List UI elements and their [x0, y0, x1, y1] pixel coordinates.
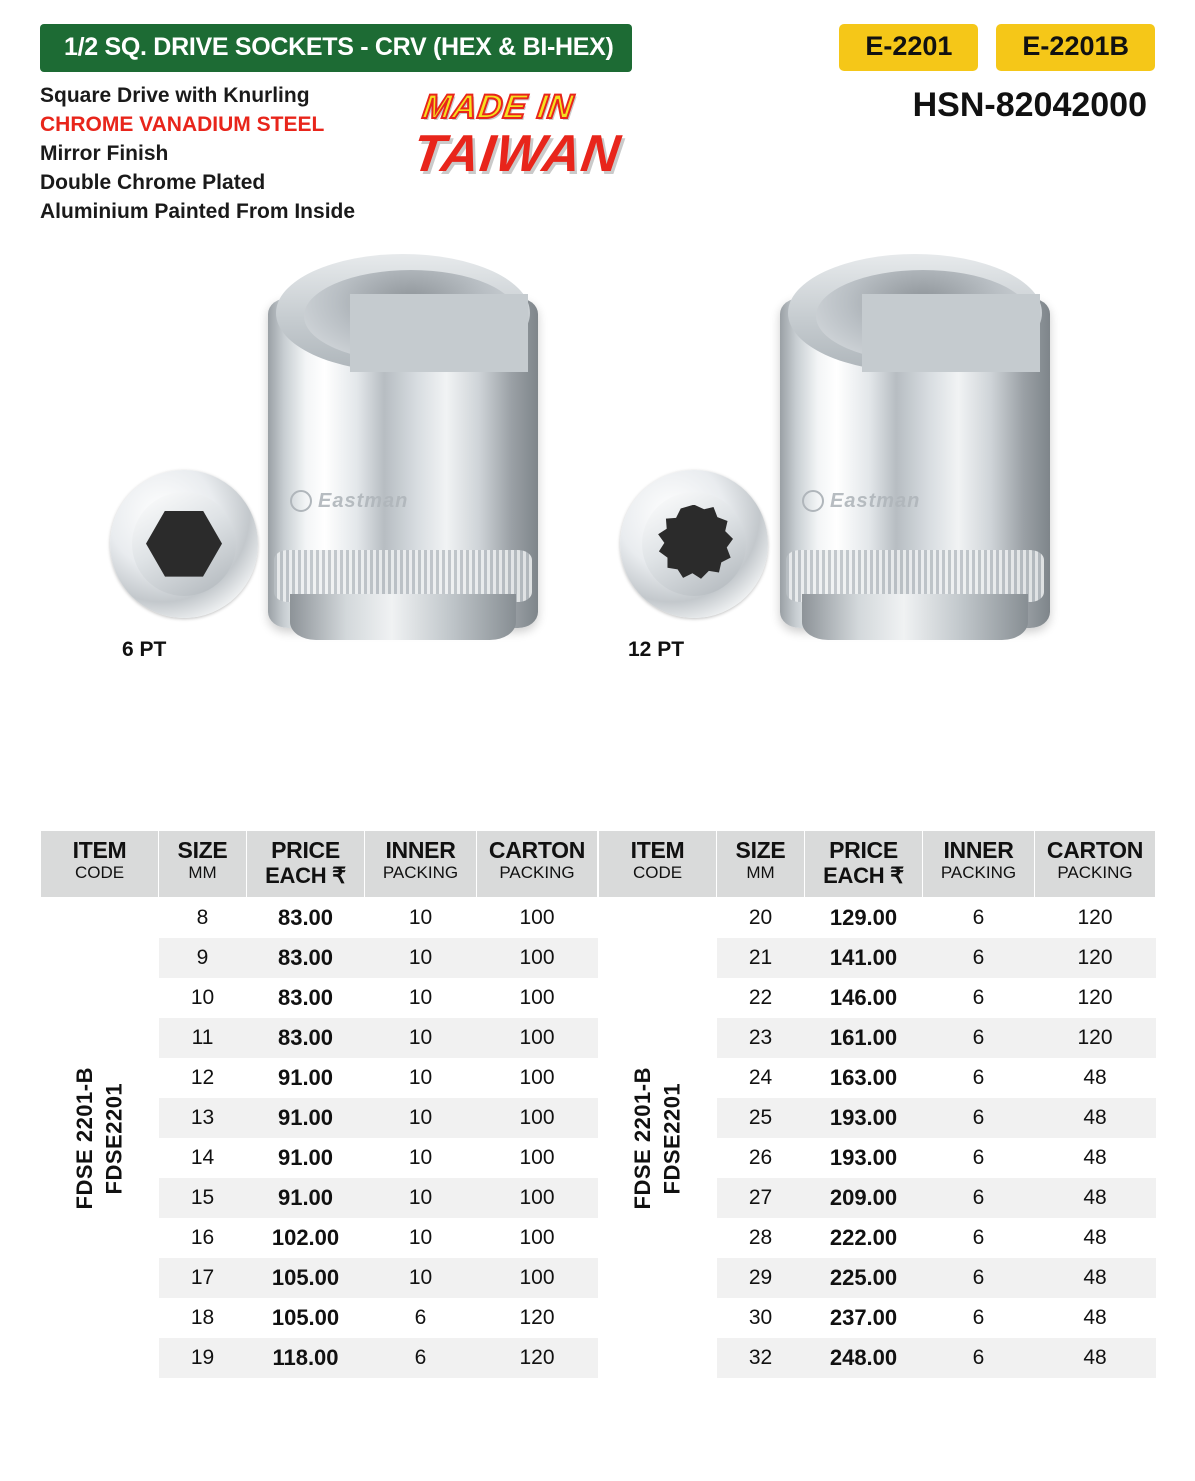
inner-packing-cell: 10 [365, 1098, 477, 1138]
code-badge-primary: E-2201 [839, 24, 978, 71]
price-cell: 248.00 [805, 1338, 923, 1378]
size-cell: 28 [717, 1218, 805, 1258]
price-cell: 141.00 [805, 938, 923, 978]
inner-packing-cell: 6 [923, 898, 1035, 939]
size-cell: 10 [159, 978, 247, 1018]
carton-packing-cell: 100 [477, 1058, 598, 1098]
inner-packing-cell: 10 [365, 1218, 477, 1258]
size-cell: 16 [159, 1218, 247, 1258]
price-cell: 102.00 [247, 1218, 365, 1258]
col-carton-packing: CARTON PACKING [1035, 831, 1156, 898]
size-cell: 19 [159, 1338, 247, 1378]
col-item-code: ITEM CODE [41, 831, 159, 898]
table-header-row [599, 831, 1156, 898]
end-view-12pt [620, 470, 768, 618]
brand-name: Eastman [830, 489, 921, 512]
size-cell: 25 [717, 1098, 805, 1138]
label-6pt: 6 PT [122, 637, 167, 661]
code-badge-secondary: E-2201B [996, 24, 1155, 71]
inner-packing-cell: 10 [365, 938, 477, 978]
carton-packing-cell: 120 [1035, 978, 1156, 1018]
price-cell: 209.00 [805, 1178, 923, 1218]
carton-packing-cell: 48 [1035, 1338, 1156, 1378]
carton-packing-cell: 100 [477, 978, 598, 1018]
price-tables [40, 830, 1155, 1378]
size-cell: 15 [159, 1178, 247, 1218]
item-code-cell [41, 898, 159, 1379]
inner-packing-cell: 10 [365, 1258, 477, 1298]
inner-packing-cell: 10 [365, 898, 477, 939]
carton-packing-cell: 100 [477, 938, 598, 978]
hsn-code: HSN-82042000 [912, 86, 1147, 124]
inner-packing-cell: 6 [923, 1338, 1035, 1378]
size-cell: 26 [717, 1138, 805, 1178]
socket-6pt-image [268, 250, 538, 645]
bihex-12-point-icon [655, 505, 733, 583]
col-inner-packing: INNER PACKING [365, 831, 477, 898]
label-12pt: 12 PT [628, 637, 685, 661]
carton-packing-cell: 120 [477, 1298, 598, 1338]
price-cell: 105.00 [247, 1258, 365, 1298]
inner-packing-cell: 6 [923, 1138, 1035, 1178]
made-in-line2: TAIWAN [408, 125, 625, 183]
inner-packing-cell: 10 [365, 1178, 477, 1218]
table-row [41, 898, 598, 939]
size-cell: 20 [717, 898, 805, 939]
carton-packing-cell: 100 [477, 1218, 598, 1258]
socket-cavity [862, 294, 1040, 372]
item-code-label: FDSE 2201-B FDSE2201 [71, 1066, 127, 1210]
price-cell: 83.00 [247, 938, 365, 978]
brand-logo-icon [802, 490, 824, 512]
feature-item-2: Mirror Finish [40, 141, 169, 165]
price-table-right [598, 830, 1156, 1378]
inner-packing-cell: 6 [923, 1298, 1035, 1338]
size-cell: 8 [159, 898, 247, 939]
inner-packing-cell: 6 [923, 1098, 1035, 1138]
size-cell: 11 [159, 1018, 247, 1058]
inner-packing-cell: 10 [365, 1138, 477, 1178]
inner-packing-cell: 6 [923, 1258, 1035, 1298]
col-size: SIZE MM [717, 831, 805, 898]
inner-packing-cell: 6 [923, 1218, 1035, 1258]
carton-packing-cell: 120 [477, 1338, 598, 1378]
page-title: 1/2 SQ. DRIVE SOCKETS - CRV (HEX & BI-HEX) [40, 24, 632, 72]
made-in-line1: MADE IN [420, 88, 577, 126]
price-cell: 237.00 [805, 1298, 923, 1338]
carton-packing-cell: 48 [1035, 1138, 1156, 1178]
size-cell: 27 [717, 1178, 805, 1218]
price-cell: 225.00 [805, 1258, 923, 1298]
price-cell: 146.00 [805, 978, 923, 1018]
price-cell: 118.00 [247, 1338, 365, 1378]
inner-packing-cell: 6 [923, 1018, 1035, 1058]
carton-packing-cell: 48 [1035, 1178, 1156, 1218]
carton-packing-cell: 48 [1035, 1218, 1156, 1258]
col-carton-packing: CARTON PACKING [477, 831, 598, 898]
carton-packing-cell: 48 [1035, 1298, 1156, 1338]
inner-packing-cell: 6 [923, 978, 1035, 1018]
col-item-code: ITEM CODE [599, 831, 717, 898]
col-inner-packing: INNER PACKING [923, 831, 1035, 898]
socket-base [802, 594, 1028, 640]
price-cell: 193.00 [805, 1098, 923, 1138]
code-badges [839, 24, 1155, 71]
price-cell: 91.00 [247, 1138, 365, 1178]
size-cell: 23 [717, 1018, 805, 1058]
item-code-cell [599, 898, 717, 1379]
end-view-6pt [110, 470, 258, 618]
carton-packing-cell: 100 [477, 1138, 598, 1178]
col-price: PRICE EACH ₹ [805, 831, 923, 898]
brand-logo-icon [290, 490, 312, 512]
socket-mouth-inner [816, 270, 1030, 362]
carton-packing-cell: 120 [1035, 938, 1156, 978]
socket-mouth-inner [304, 270, 518, 362]
price-cell: 91.00 [247, 1058, 365, 1098]
carton-packing-cell: 100 [477, 1178, 598, 1218]
size-cell: 29 [717, 1258, 805, 1298]
inner-packing-cell: 10 [365, 1018, 477, 1058]
page-header [40, 0, 1155, 72]
socket-mouth [276, 254, 530, 372]
size-cell: 13 [159, 1098, 247, 1138]
socket-base [290, 594, 516, 640]
price-cell: 91.00 [247, 1178, 365, 1218]
inner-packing-cell: 10 [365, 978, 477, 1018]
col-price: PRICE EACH ₹ [247, 831, 365, 898]
feature-item-1: CHROME VANADIUM STEEL [40, 112, 325, 136]
price-cell: 83.00 [247, 898, 365, 939]
inner-packing-cell: 6 [923, 1058, 1035, 1098]
size-cell: 18 [159, 1298, 247, 1338]
col-size: SIZE MM [159, 831, 247, 898]
price-cell: 222.00 [805, 1218, 923, 1258]
price-cell: 105.00 [247, 1298, 365, 1338]
price-cell: 163.00 [805, 1058, 923, 1098]
feature-item-3: Double Chrome Plated [40, 170, 266, 194]
price-cell: 161.00 [805, 1018, 923, 1058]
size-cell: 22 [717, 978, 805, 1018]
feature-item-0: Square Drive with Knurling [40, 84, 310, 107]
price-cell: 83.00 [247, 978, 365, 1018]
inner-packing-cell: 6 [365, 1298, 477, 1338]
size-cell: 14 [159, 1138, 247, 1178]
price-cell: 193.00 [805, 1138, 923, 1178]
table-header-row [41, 831, 598, 898]
inner-packing-cell: 6 [923, 1178, 1035, 1218]
carton-packing-cell: 120 [1035, 898, 1156, 939]
carton-packing-cell: 100 [477, 1098, 598, 1138]
inner-packing-cell: 6 [923, 938, 1035, 978]
made-in-badge [408, 88, 625, 193]
end-view-12pt-inner [642, 492, 746, 596]
socket-12pt-image [780, 250, 1050, 645]
socket-mouth [788, 254, 1042, 372]
size-cell: 30 [717, 1298, 805, 1338]
size-cell: 21 [717, 938, 805, 978]
size-cell: 12 [159, 1058, 247, 1098]
item-code-label: FDSE 2201-B FDSE2201 [629, 1066, 685, 1210]
inner-packing-cell: 10 [365, 1058, 477, 1098]
price-table-left [40, 830, 598, 1378]
feature-list [40, 82, 355, 227]
subheader [40, 82, 1155, 227]
carton-packing-cell: 48 [1035, 1058, 1156, 1098]
carton-packing-cell: 48 [1035, 1258, 1156, 1298]
table-row [599, 898, 1156, 939]
price-cell: 91.00 [247, 1098, 365, 1138]
feature-item-4: Aluminium Painted From Inside [40, 199, 356, 223]
size-cell: 24 [717, 1058, 805, 1098]
socket-cavity [350, 294, 528, 372]
brand-name: Eastman [318, 489, 409, 512]
carton-packing-cell: 120 [1035, 1018, 1156, 1058]
carton-packing-cell: 48 [1035, 1098, 1156, 1138]
hex-6-point-icon [146, 511, 222, 577]
size-cell: 9 [159, 938, 247, 978]
price-cell: 83.00 [247, 1018, 365, 1058]
price-cell: 129.00 [805, 898, 923, 939]
carton-packing-cell: 100 [477, 898, 598, 939]
product-images [40, 275, 1155, 755]
size-cell: 32 [717, 1338, 805, 1378]
end-view-6pt-inner [132, 492, 236, 596]
inner-packing-cell: 6 [365, 1338, 477, 1378]
size-cell: 17 [159, 1258, 247, 1298]
carton-packing-cell: 100 [477, 1018, 598, 1058]
carton-packing-cell: 100 [477, 1258, 598, 1298]
